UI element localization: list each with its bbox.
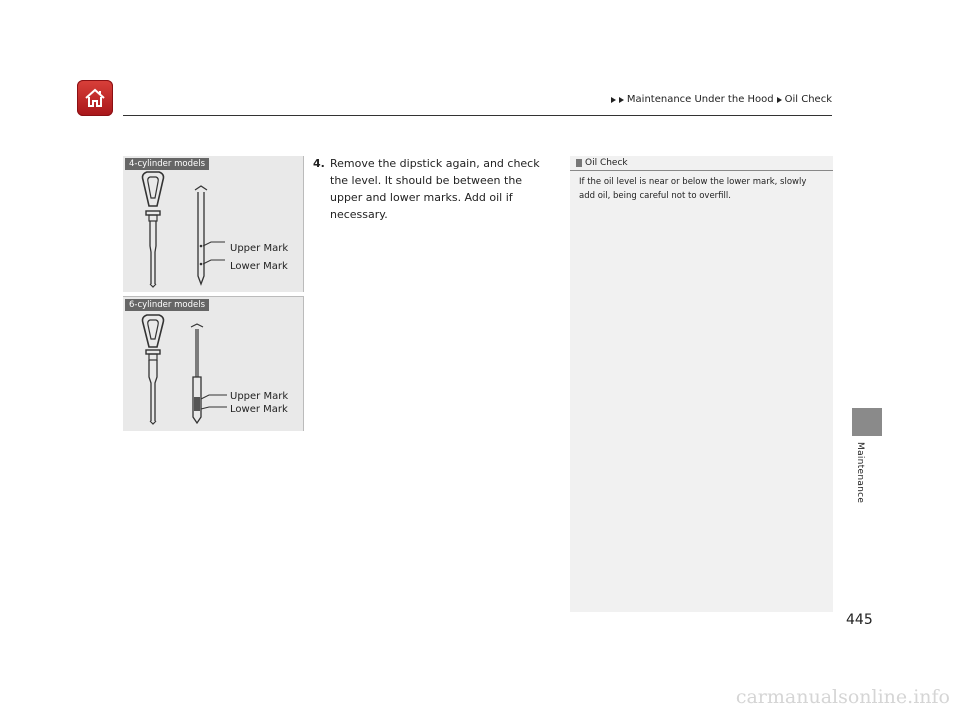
section-label: Maintenance [855,442,865,504]
breadcrumb-item-oil-check[interactable]: Oil Check [784,94,832,105]
dipstick-figure-6-cylinder [123,296,304,431]
note-icon [576,159,582,167]
note-sidebar [570,156,833,612]
note-divider [570,170,833,171]
figure-tag: 6-cylinder models [125,299,209,311]
breadcrumb [611,94,832,105]
section-tab[interactable] [852,408,882,436]
header-divider [123,115,832,116]
lower-mark-label: Lower Mark [230,261,288,272]
watermark: carmanualsonline.info [735,686,950,708]
page-number: 445 [846,612,873,628]
home-icon [83,86,107,110]
chevron-right-icon [611,97,616,103]
dipstick-figure-4-cylinder [123,156,304,292]
step-text: Remove the dipstick again, and check the level. It should be between the upper and lower marks. Add oil if necessary. [330,157,540,221]
note-heading-text[interactable]: Oil Check [585,158,628,168]
upper-mark-label: Upper Mark [230,243,289,254]
note-heading [576,158,833,168]
lower-mark-label: Lower Mark [230,404,288,415]
upper-mark-label: Upper Mark [230,391,289,402]
chevron-right-icon [777,97,782,103]
instruction-step [313,155,549,223]
note-text: If the oil level is near or below the lower mark, slowly add oil, being careful not to overfill. [579,177,807,201]
chevron-right-icon [619,97,624,103]
breadcrumb-item-maintenance-under-hood[interactable]: Maintenance Under the Hood [626,94,774,105]
home-button[interactable] [77,80,113,116]
step-number: 4. [313,157,325,170]
figure-tag: 4-cylinder models [125,158,209,170]
